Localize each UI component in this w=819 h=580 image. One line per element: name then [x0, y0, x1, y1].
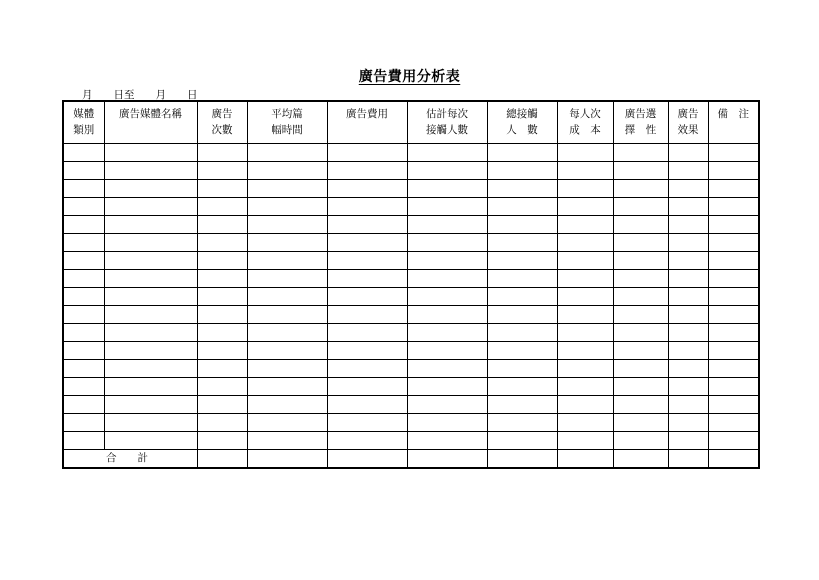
table-cell[interactable]: [327, 143, 407, 161]
table-cell[interactable]: [668, 413, 708, 431]
table-cell[interactable]: [487, 323, 557, 341]
table-cell[interactable]: [247, 233, 327, 251]
table-cell[interactable]: [557, 143, 613, 161]
table-cell[interactable]: [327, 431, 407, 449]
table-cell[interactable]: [197, 143, 247, 161]
table-cell[interactable]: [557, 251, 613, 269]
table-cell[interactable]: [197, 413, 247, 431]
table-cell[interactable]: [668, 143, 708, 161]
table-cell[interactable]: [668, 179, 708, 197]
table-cell[interactable]: [197, 161, 247, 179]
table-cell[interactable]: [327, 323, 407, 341]
table-cell[interactable]: [487, 305, 557, 323]
table-cell[interactable]: [407, 287, 487, 305]
table-cell[interactable]: [407, 197, 487, 215]
table-cell[interactable]: [247, 287, 327, 305]
table-cell[interactable]: [407, 251, 487, 269]
table-cell[interactable]: [197, 305, 247, 323]
table-cell[interactable]: [487, 161, 557, 179]
table-row: [63, 161, 759, 179]
table-cell[interactable]: [407, 143, 487, 161]
table-cell[interactable]: [327, 413, 407, 431]
table-cell[interactable]: [407, 413, 487, 431]
table-cell[interactable]: [708, 431, 759, 449]
table-cell[interactable]: [668, 251, 708, 269]
table-row: [63, 233, 759, 251]
table-cell[interactable]: [247, 197, 327, 215]
table-cell[interactable]: [407, 215, 487, 233]
table-cell[interactable]: [557, 431, 613, 449]
table-cell[interactable]: [407, 305, 487, 323]
table-cell[interactable]: [557, 269, 613, 287]
table-cell[interactable]: [708, 449, 759, 468]
table-cell[interactable]: [104, 179, 197, 197]
table-cell[interactable]: [668, 359, 708, 377]
table-row: [63, 395, 759, 413]
table-cell[interactable]: [327, 233, 407, 251]
table-cell[interactable]: [247, 431, 327, 449]
table-cell[interactable]: [247, 395, 327, 413]
table-cell[interactable]: [327, 305, 407, 323]
table-cell[interactable]: [247, 359, 327, 377]
table-cell[interactable]: [327, 341, 407, 359]
table-cell[interactable]: [104, 359, 197, 377]
table-row: [63, 287, 759, 305]
table-cell[interactable]: [327, 449, 407, 468]
table-cell[interactable]: [557, 323, 613, 341]
table-cell[interactable]: [63, 395, 104, 413]
table-cell[interactable]: [487, 197, 557, 215]
table-cell[interactable]: [557, 287, 613, 305]
table-cell[interactable]: [407, 341, 487, 359]
table-cell[interactable]: [668, 269, 708, 287]
table-cell[interactable]: [104, 305, 197, 323]
table-cell[interactable]: [487, 287, 557, 305]
table-cell[interactable]: [613, 215, 668, 233]
table-cell[interactable]: [104, 269, 197, 287]
table-cell[interactable]: [708, 359, 759, 377]
table-cell[interactable]: [613, 233, 668, 251]
header-ad-count: 廣告 次數: [197, 101, 247, 143]
table-cell[interactable]: [557, 179, 613, 197]
table-cell[interactable]: [708, 215, 759, 233]
table-cell[interactable]: [557, 377, 613, 395]
table-cell[interactable]: [613, 413, 668, 431]
table-cell[interactable]: [708, 269, 759, 287]
table-cell[interactable]: [613, 359, 668, 377]
table-row: [63, 251, 759, 269]
table-cell[interactable]: [487, 431, 557, 449]
table-row: [63, 323, 759, 341]
table-cell[interactable]: [63, 197, 104, 215]
table-cell[interactable]: [63, 377, 104, 395]
table-cell[interactable]: [327, 359, 407, 377]
table-cell[interactable]: [327, 251, 407, 269]
table-cell[interactable]: [197, 269, 247, 287]
ad-cost-analysis-table: [62, 100, 760, 469]
table-cell[interactable]: [708, 161, 759, 179]
table-cell[interactable]: [247, 341, 327, 359]
table-cell[interactable]: [63, 215, 104, 233]
table-cell[interactable]: [668, 161, 708, 179]
table-cell[interactable]: [104, 161, 197, 179]
header-media-category: 媒體 類別: [63, 101, 104, 143]
table-cell[interactable]: [197, 377, 247, 395]
table-cell[interactable]: [708, 143, 759, 161]
table-cell[interactable]: [668, 395, 708, 413]
table-cell[interactable]: [104, 215, 197, 233]
table-cell[interactable]: [63, 143, 104, 161]
header-est-reach-per-time: 估計每次 接觸人數: [407, 101, 487, 143]
table-cell[interactable]: [197, 341, 247, 359]
table-cell[interactable]: [613, 269, 668, 287]
table-cell[interactable]: [327, 395, 407, 413]
table-cell[interactable]: [487, 395, 557, 413]
table-cell[interactable]: [407, 161, 487, 179]
table-cell[interactable]: [557, 161, 613, 179]
table-cell[interactable]: [407, 233, 487, 251]
table-cell[interactable]: [197, 449, 247, 468]
table-cell[interactable]: [407, 449, 487, 468]
table-cell[interactable]: [63, 359, 104, 377]
table-cell[interactable]: [247, 377, 327, 395]
table-cell[interactable]: [708, 287, 759, 305]
table-cell[interactable]: [247, 161, 327, 179]
header-cost-per-person: 每人次 成 本: [557, 101, 613, 143]
table-cell[interactable]: [407, 179, 487, 197]
table-cell[interactable]: [197, 233, 247, 251]
table-row: [63, 143, 759, 161]
table-cell[interactable]: [708, 233, 759, 251]
table-cell[interactable]: [487, 413, 557, 431]
table-cell[interactable]: [613, 287, 668, 305]
table-cell[interactable]: [63, 179, 104, 197]
header-media-name: 廣告媒體名稱: [104, 101, 197, 143]
table-cell[interactable]: [613, 179, 668, 197]
table-cell[interactable]: [708, 251, 759, 269]
table-cell[interactable]: [104, 233, 197, 251]
table-cell[interactable]: [247, 305, 327, 323]
table-cell[interactable]: [247, 323, 327, 341]
table-cell[interactable]: [557, 233, 613, 251]
table-cell[interactable]: [668, 377, 708, 395]
header-remarks: 備 注: [708, 101, 759, 143]
table-cell[interactable]: [668, 449, 708, 468]
table-cell[interactable]: [613, 305, 668, 323]
table-cell[interactable]: [407, 269, 487, 287]
table-cell[interactable]: [247, 179, 327, 197]
table-cell[interactable]: [197, 395, 247, 413]
table-cell[interactable]: [247, 269, 327, 287]
header-total-reach: 總接觸 人 數: [487, 101, 557, 143]
table-cell[interactable]: [104, 197, 197, 215]
table-cell[interactable]: [247, 215, 327, 233]
table-cell[interactable]: [197, 287, 247, 305]
table-cell[interactable]: [613, 377, 668, 395]
header-ad-cost: 廣告費用: [327, 101, 407, 143]
table-cell[interactable]: [63, 323, 104, 341]
table-cell[interactable]: [327, 269, 407, 287]
table-cell[interactable]: [104, 143, 197, 161]
table-cell[interactable]: [708, 377, 759, 395]
table-cell[interactable]: [327, 161, 407, 179]
table-cell[interactable]: [487, 269, 557, 287]
table-cell[interactable]: [708, 197, 759, 215]
table-row: [63, 305, 759, 323]
table-cell[interactable]: [197, 179, 247, 197]
table-row: [63, 215, 759, 233]
table-cell[interactable]: [104, 323, 197, 341]
table-cell[interactable]: [708, 305, 759, 323]
table-cell[interactable]: [708, 341, 759, 359]
table-row: [63, 377, 759, 395]
header-ad-effect: 廣告 效果: [668, 101, 708, 143]
header-avg-space-time: 平均篇 幅時間: [247, 101, 327, 143]
table-cell[interactable]: [487, 377, 557, 395]
table-cell[interactable]: [197, 359, 247, 377]
table-cell[interactable]: [557, 305, 613, 323]
table-cell[interactable]: [63, 431, 104, 449]
table-cell[interactable]: [487, 251, 557, 269]
document-title: 廣告費用分析表: [358, 69, 461, 85]
date-range-line: 月 日至 月 日: [82, 89, 198, 101]
table-cell[interactable]: [407, 395, 487, 413]
table-cell[interactable]: [668, 215, 708, 233]
table-cell[interactable]: [613, 449, 668, 468]
table-cell[interactable]: [63, 233, 104, 251]
table-cell[interactable]: [407, 431, 487, 449]
table-cell[interactable]: [104, 431, 197, 449]
table-cell[interactable]: [104, 287, 197, 305]
table-cell[interactable]: [708, 323, 759, 341]
table-cell[interactable]: [557, 395, 613, 413]
table-row: [63, 179, 759, 197]
table-row: [63, 431, 759, 449]
table-cell[interactable]: [487, 179, 557, 197]
table-cell[interactable]: [668, 341, 708, 359]
table-cell[interactable]: [63, 341, 104, 359]
table-cell[interactable]: [197, 197, 247, 215]
table-cell[interactable]: [487, 449, 557, 468]
table-cell[interactable]: [613, 431, 668, 449]
table-cell[interactable]: [63, 161, 104, 179]
table-cell[interactable]: [327, 215, 407, 233]
table-row: [63, 413, 759, 431]
table-cell[interactable]: [557, 197, 613, 215]
table-cell[interactable]: [487, 359, 557, 377]
table-cell[interactable]: [613, 197, 668, 215]
table-cell[interactable]: [557, 449, 613, 468]
table-cell[interactable]: [557, 215, 613, 233]
table-cell[interactable]: [613, 143, 668, 161]
table-cell[interactable]: [63, 287, 104, 305]
table-cell[interactable]: [63, 251, 104, 269]
table-cell[interactable]: [668, 323, 708, 341]
table-cell[interactable]: [557, 359, 613, 377]
table-cell[interactable]: [668, 305, 708, 323]
table-cell[interactable]: [613, 161, 668, 179]
table-cell[interactable]: [613, 323, 668, 341]
table-cell[interactable]: [487, 215, 557, 233]
table-cell[interactable]: [104, 251, 197, 269]
header-row: [63, 101, 759, 143]
table-cell[interactable]: [247, 143, 327, 161]
table-cell[interactable]: [668, 197, 708, 215]
table-cell[interactable]: [104, 377, 197, 395]
table-cell[interactable]: [197, 323, 247, 341]
total-label: 合 計: [63, 449, 197, 468]
table-cell[interactable]: [327, 197, 407, 215]
table-cell[interactable]: [407, 323, 487, 341]
table-row: [63, 341, 759, 359]
table-cell[interactable]: [407, 377, 487, 395]
table-cell[interactable]: [557, 341, 613, 359]
table-cell[interactable]: [487, 341, 557, 359]
table-cell[interactable]: [247, 449, 327, 468]
table-cell[interactable]: [197, 251, 247, 269]
header-ad-selectivity: 廣告選 擇 性: [613, 101, 668, 143]
table-cell[interactable]: [104, 341, 197, 359]
table-cell[interactable]: [63, 269, 104, 287]
table-cell[interactable]: [613, 341, 668, 359]
table-cell[interactable]: [708, 179, 759, 197]
table-cell[interactable]: [487, 233, 557, 251]
table-cell[interactable]: [668, 431, 708, 449]
table-cell[interactable]: [668, 287, 708, 305]
table-cell[interactable]: [63, 413, 104, 431]
table-row: [63, 197, 759, 215]
total-row: [63, 449, 759, 468]
table-cell[interactable]: [197, 431, 247, 449]
table-cell[interactable]: [327, 179, 407, 197]
table-cell[interactable]: [668, 233, 708, 251]
table-cell[interactable]: [247, 413, 327, 431]
table-cell[interactable]: [708, 395, 759, 413]
table-cell[interactable]: [613, 395, 668, 413]
table-cell[interactable]: [104, 395, 197, 413]
table-cell[interactable]: [247, 251, 327, 269]
table-cell[interactable]: [327, 287, 407, 305]
table-cell[interactable]: [487, 143, 557, 161]
table-cell[interactable]: [327, 377, 407, 395]
table-row: [63, 359, 759, 377]
table-cell[interactable]: [557, 413, 613, 431]
table-cell[interactable]: [708, 413, 759, 431]
table-cell[interactable]: [197, 215, 247, 233]
table-cell[interactable]: [613, 251, 668, 269]
table-cell[interactable]: [63, 305, 104, 323]
table-cell[interactable]: [407, 359, 487, 377]
table-cell[interactable]: [104, 413, 197, 431]
table-row: [63, 269, 759, 287]
